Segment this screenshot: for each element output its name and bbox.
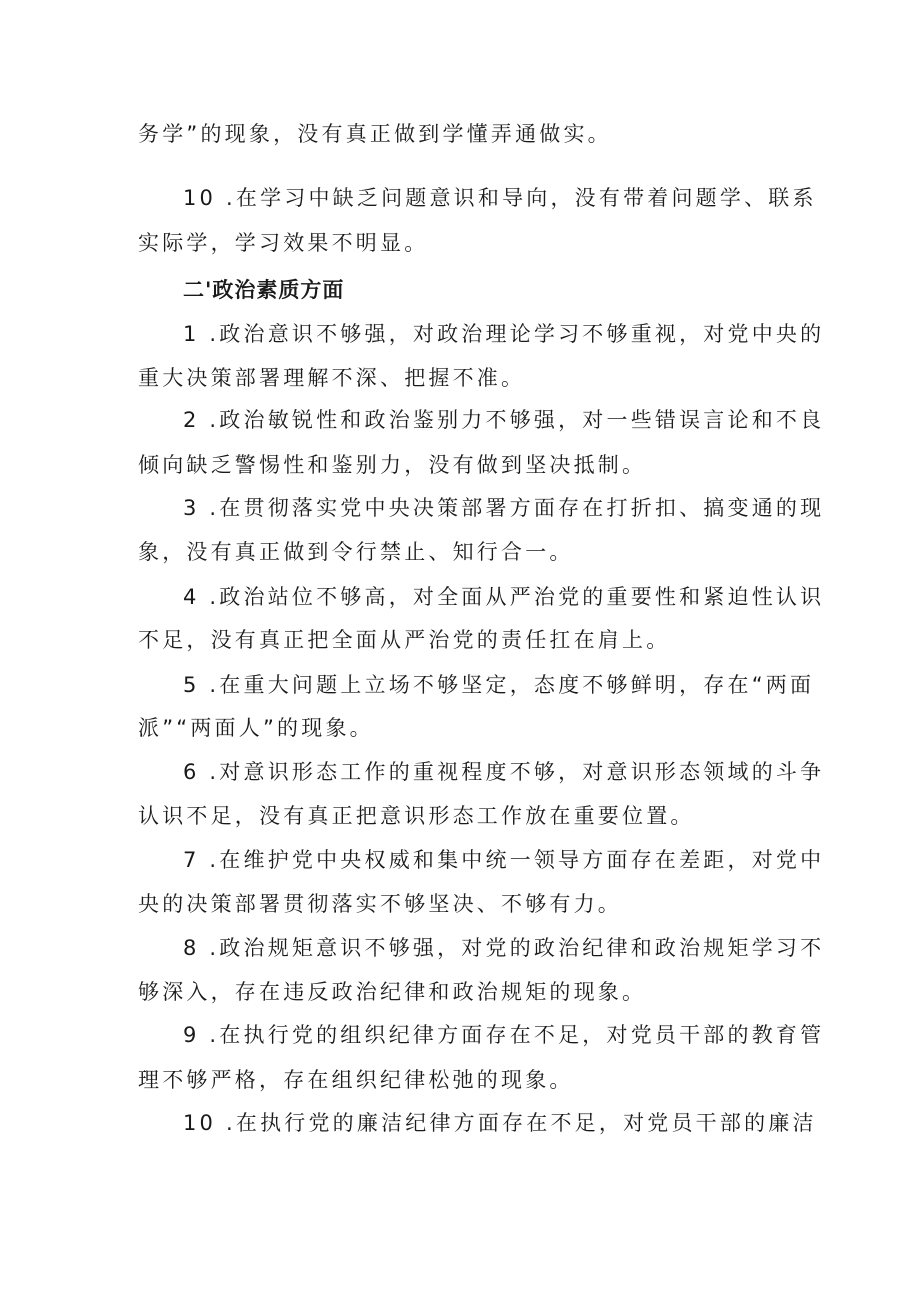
list-item-2-line-1: 2 .政治敏锐性和政治鉴别力不够强，对一些错误言论和不良 (183, 408, 825, 432)
list-item-5-line-2: 派”“两面人”的现象。 (138, 716, 374, 740)
list-item-1-line-1: 1 .政治意识不够强，对政治理论学习不够重视，对党中央的 (183, 322, 825, 346)
list-item-6-line-1: 6 .对意识形态工作的重视程度不够，对意识形态领域的斗争 (183, 760, 825, 784)
list-item-4-line-2: 不足，没有真正把全面从严治党的责任扛在肩上。 (138, 628, 671, 652)
list-item-9-line-1: 9 .在执行党的组织纪律方面存在不足，对党员干部的教育管 (183, 1023, 825, 1047)
list-item-5-line-1: 5 .在重大问题上立场不够坚定，态度不够鲜明，存在“两面 (183, 673, 815, 697)
list-item-3-line-2: 象，没有真正做到令行禁止、知行合一。 (138, 540, 574, 564)
list-item-3-line-1: 3 .在贯彻落实党中央决策部署方面存在打折扣、搞变通的现 (183, 496, 825, 520)
list-item-1-line-2: 重大决策部署理解不深、把握不准。 (138, 366, 526, 390)
list-item-10-line-2: 实际学，学习效果不明显。 (138, 231, 429, 255)
list-item-6-line-2: 认识不足，没有真正把意识形态工作放在重要位置。 (138, 804, 695, 828)
list-item-9-line-2: 理不够严格，存在组织纪律松弛的现象。 (138, 1068, 574, 1092)
paragraph-fragment: 务学”的现象，没有真正做到学懂弄通做实。 (138, 122, 612, 146)
list-item-8-line-2: 够深入，存在违反政治纪律和政治规矩的现象。 (138, 980, 647, 1004)
list-item-7-line-1: 7 .在维护党中央权威和集中统一领导方面存在差距，对党中 (183, 848, 825, 872)
list-item-2-line-2: 倾向缺乏警惕性和鉴别力，没有做到坚决抵制。 (138, 453, 647, 477)
list-item-7-line-2: 央的决策部署贯彻落实不够坚决、不够有力。 (138, 892, 622, 916)
list-item-10-line-1: 10 .在学习中缺乏问题意识和导向，没有带着问题学、联系 (183, 186, 817, 210)
list-item-8-line-1: 8 .政治规矩意识不够强，对党的政治纪律和政治规矩学习不 (183, 936, 825, 960)
list-item-10b-line-1: 10 .在执行党的廉洁纪律方面存在不足，对党员干部的廉洁 (183, 1111, 817, 1135)
section-heading: 二'政治素质方面 (183, 278, 345, 302)
list-item-4-line-1: 4 .政治站位不够高，对全面从严治党的重要性和紧迫性认识 (183, 585, 825, 609)
